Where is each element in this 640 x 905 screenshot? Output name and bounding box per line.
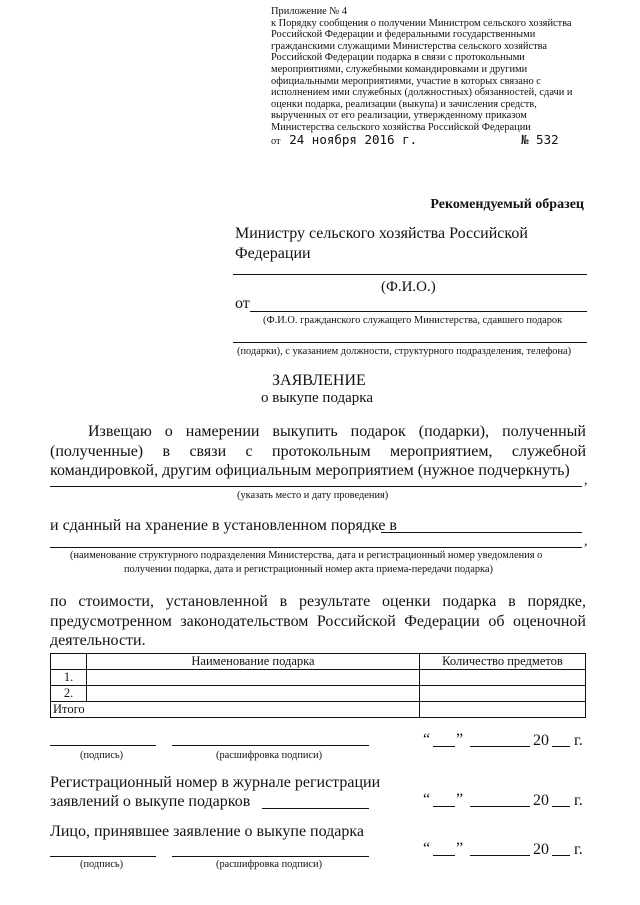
storage-text: и сданный на хранение в установленном порядке в: [50, 517, 397, 534]
registration-number-line[interactable]: [262, 808, 369, 809]
registration-text-1: Регистрационный номер в журнале регистрации: [50, 774, 381, 791]
appendix-line: гражданскими служащими Министерства сельского хозяйства: [271, 40, 547, 52]
signature-line[interactable]: [50, 745, 156, 746]
date-year: 20: [533, 841, 549, 858]
date-month-line[interactable]: [470, 806, 530, 807]
appendix-line: исполнением ими служебных (должностных) обязанностей, сдачи и: [271, 87, 573, 99]
addressee: Министру сельского хозяйства Российской Федерации: [235, 225, 528, 262]
table-row-number: 1.: [51, 670, 87, 686]
storage-caption-1: (наименование структурного подразделения Министерства, дата и регистрационный номер уведомления о: [70, 550, 543, 561]
table-header-row: [51, 654, 586, 670]
date-day-line[interactable]: [433, 855, 455, 856]
table-total-row: [51, 702, 586, 718]
table-cell-name[interactable]: [87, 686, 420, 702]
from-line-2[interactable]: [233, 342, 587, 343]
table-cell-qty[interactable]: [420, 686, 586, 702]
from-caption: (Ф.И.О. гражданского служащего Министерства, сдавшего подарок: [263, 315, 563, 326]
appendix-line: мероприятиями, служебными командировками и другими: [271, 63, 528, 75]
place-comma: ,: [584, 473, 588, 488]
fio-caption: (Ф.И.О.): [381, 279, 436, 295]
date-quote-open: “: [423, 731, 431, 748]
date-day-line[interactable]: [433, 806, 455, 807]
date-year-suffix: г.: [574, 732, 583, 749]
appendix-title: Приложение № 4: [271, 6, 348, 17]
signature-decode-line[interactable]: [172, 856, 369, 857]
appendix-line: оценки подарка, реализации (выкупа) и зачисления средств,: [271, 98, 537, 110]
date-year-suffix: г.: [574, 792, 583, 809]
appendix-line: Министерства сельского хозяйства Российской Федерации: [271, 121, 531, 133]
date-year-line[interactable]: [552, 855, 570, 856]
recommended-sample-label: Рекомендуемый образец: [430, 197, 584, 212]
date-quote-open: “: [423, 791, 431, 808]
date-quote-close: ”: [456, 791, 464, 808]
table-cell-name[interactable]: [87, 670, 420, 686]
document-subtitle: о выкупе подарка: [261, 390, 374, 406]
storage-caption-2: получении подарка, дата и регистрационный номер акта приема-передачи подарка): [124, 564, 493, 575]
table-row: [51, 686, 586, 702]
table-cell-qty[interactable]: [420, 670, 586, 686]
date-year-suffix: г.: [574, 841, 583, 858]
order-date: 24 ноября 2016 г.: [289, 131, 418, 147]
date-quote-close: ”: [456, 731, 464, 748]
place-caption: (указать место и дату проведения): [237, 490, 389, 501]
paragraph-notice: Извещаю о намерении выкупить подарок (подарки), полученный (полученные) в связи с протокольным мероприятием, служебной командировкой, другим официальным мероприятием (нужное подчеркнуть): [50, 423, 586, 479]
from-caption-2: (подарки), с указанием должности, структурного подразделения, телефона): [237, 346, 572, 357]
signature-caption: (подпись): [80, 750, 124, 761]
document-title: ЗАЯВЛЕНИЕ: [272, 372, 366, 389]
date-month-line[interactable]: [470, 855, 530, 856]
from-label: от: [235, 295, 250, 312]
date-quote-close: ”: [456, 840, 464, 857]
place-line[interactable]: [50, 486, 582, 487]
storage-line-2[interactable]: [50, 547, 582, 548]
appendix-line: к Порядку сообщения о получении Министром сельского хозяйства: [271, 17, 572, 29]
table-header-name: Наименование подарка: [87, 654, 420, 670]
signature-line[interactable]: [50, 856, 156, 857]
date-month-line[interactable]: [470, 746, 530, 747]
appendix-line: Российской Федерации и федеральными государственными: [271, 29, 536, 41]
date-day-line[interactable]: [433, 746, 455, 747]
appendix-line: Российской Федерации подарка в связи с протокольными: [271, 52, 525, 64]
date-quote-open: “: [423, 840, 431, 857]
appendix-line: вырученных от его реализации, утвержденному приказом: [271, 110, 527, 122]
gift-table: [50, 653, 586, 718]
table-cell-num-header: [51, 654, 87, 670]
date-year: 20: [533, 732, 549, 749]
signature-decode-caption: (расшифровка подписи): [216, 859, 323, 870]
accepted-text: Лицо, принявшее заявление о выкупе подарка: [50, 823, 365, 840]
date-year-line[interactable]: [552, 746, 570, 747]
table-total-label: Итого: [51, 702, 420, 718]
table-header-qty: Количество предметов: [420, 654, 586, 670]
table-row: [51, 670, 586, 686]
storage-comma: ,: [584, 534, 588, 549]
appendix-block: [271, 6, 601, 149]
date-year: 20: [533, 792, 549, 809]
order-number: № 532: [521, 131, 559, 147]
paragraph-price: по стоимости, установленной в результате оценки подарка в порядке, предусмотренном законодательством Российской Федерации об оценочной деятельности.: [50, 593, 586, 649]
table-cell-qty-total[interactable]: [420, 702, 586, 718]
from-line[interactable]: [250, 311, 587, 312]
signature-decode-caption: (расшифровка подписи): [216, 750, 323, 761]
appendix-line: официальными мероприятиями, участие в которых связано с: [271, 75, 541, 87]
fio-line[interactable]: [233, 274, 587, 275]
signature-caption: (подпись): [80, 859, 124, 870]
signature-decode-line[interactable]: [172, 745, 369, 746]
table-row-number: 2.: [51, 686, 87, 702]
storage-line[interactable]: [381, 532, 582, 533]
registration-text-2: заявлений о выкупе подарков: [50, 793, 251, 810]
date-year-line[interactable]: [552, 806, 570, 807]
order-date-prefix: от: [271, 135, 281, 147]
